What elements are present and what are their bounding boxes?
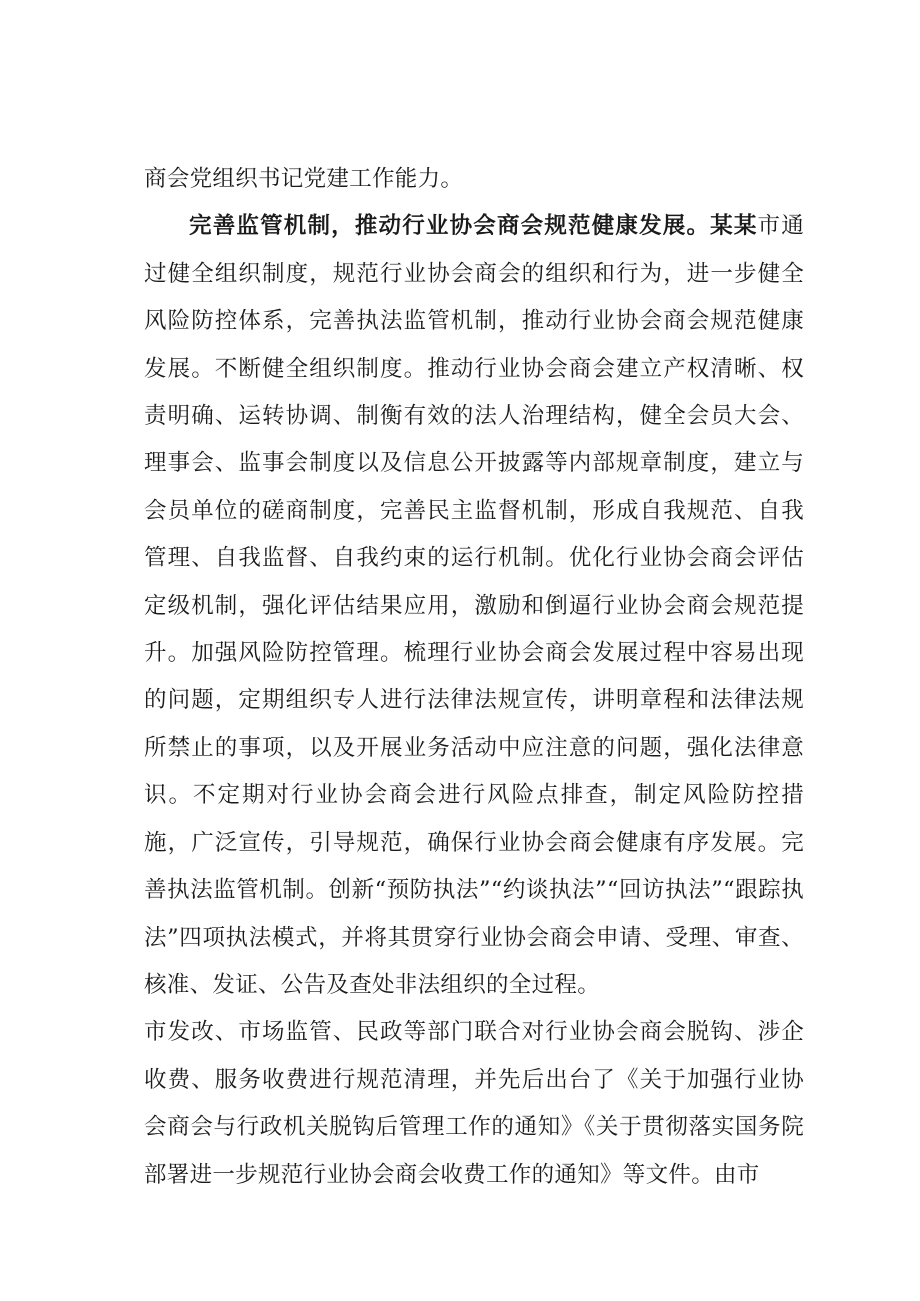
paragraph-1-text: 商会党组织书记党建工作能力。 — [144, 166, 464, 192]
paragraph-3-text: 市发改、市场监管、民政等部门联合对行业协会商会脱钩、涉企收费、服务收费进行规范清理，并先后出台了《关于加强行业协会商会与行政机关脱钩后管理工作的通知》《关于贯彻落实国务院部署进一步规范行业协会商会收费工作的通知》等文件。由市 — [144, 1019, 804, 1188]
document-body — [144, 156, 804, 1199]
paragraph-3 — [144, 1009, 804, 1199]
paragraph-1 — [144, 156, 804, 203]
paragraph-2-text: 市通过健全组织制度，规范行业协会商会的组织和行为，进一步健全风险防控体系，完善执法监管机制，推动行业协会商会规范健康发展。不断健全组织制度。推动行业协会商会建立产权清晰、权责明确、运转协调、制衡有效的法人治理结构，健全会员大会、理事会、监事会制度以及信息公开披露等内部规章制度，建立与会员单位的磋商制度，完善民主监督机制，形成自我规范、自我管理、自我监督、自我约束的运行机制。优化行业协会商会评估定级机制，强化评估结果应用，激励和倒逼行业协会商会规范提升。加强风险防控管理。梳理行业协会商会发展过程中容易出现的问题，定期组织专人进行法律法规宣传，讲明章程和法律法规所禁止的事项，以及开展业务活动中应注意的问题，强化法律意识。不定期对行业协会商会进行风险点排查，制定风险防控措施，广泛宣传，引导规范，确保行业协会商会健康有序发展。完善执法监管机制。创新“预防执法”“约谈执法”“回访执法”“跟踪执法”四项执法模式，并将其贯穿行业协会商会申请、受理、审查、核准、发证、公告及查处非法组织的全过程。 — [144, 213, 805, 998]
paragraph-2-heading: 完善监管机制，推动行业协会商会规范健康发展。某某 — [189, 213, 758, 240]
paragraph-2 — [144, 203, 804, 1009]
